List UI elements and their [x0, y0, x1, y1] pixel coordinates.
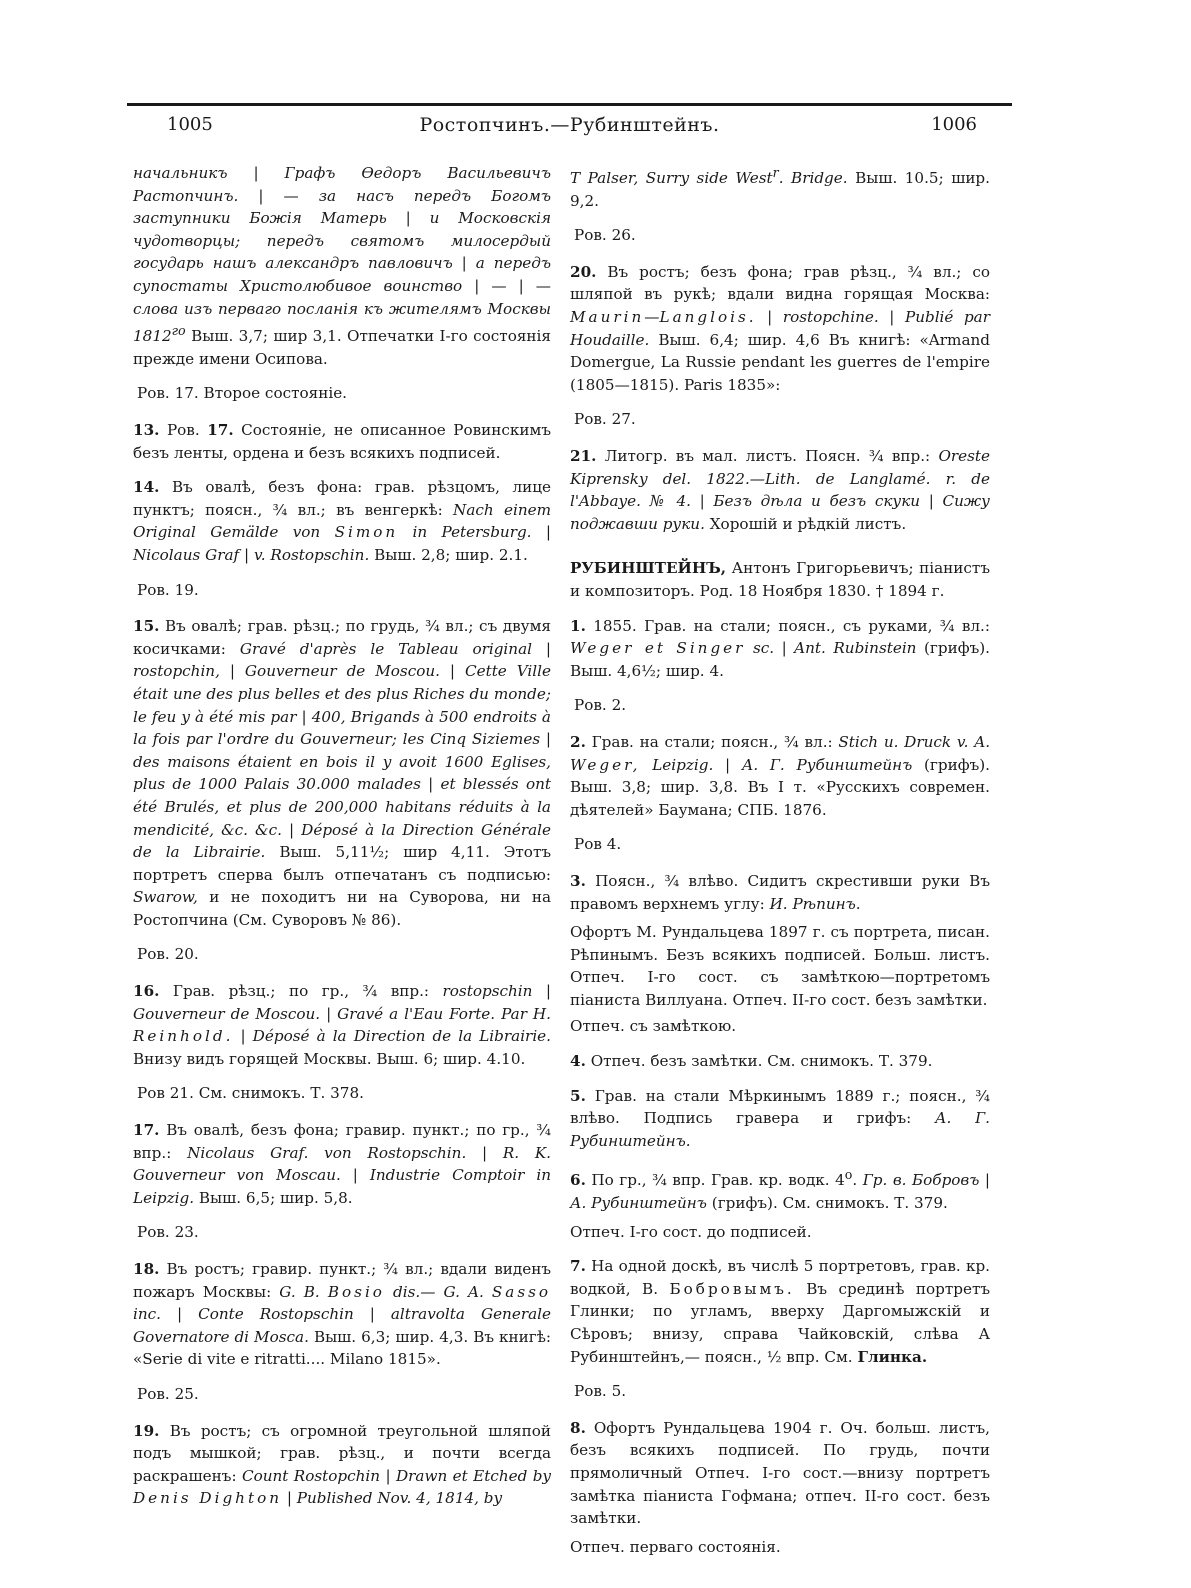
entry-r8-state: Отпеч. перваго состоянія.	[570, 1537, 781, 1556]
rovinsky-ref-27: Ров. 27.	[574, 410, 636, 429]
rovinsky-ref-26: Ров. 26.	[574, 226, 636, 245]
rovinsky-ref-4: Ров 4.	[574, 835, 622, 854]
rovinsky-ref-19: Ров. 19.	[137, 580, 199, 599]
rovinsky-ref-23: Ров. 23.	[137, 1223, 199, 1242]
rovinsky-ref-2: Ров. 2.	[574, 696, 627, 715]
entry-17: 17. Въ овалѣ, безъ фона; гравир. пункт.; по гр., ¾ впр.: Nicolaus Graf. von Rostopschin. | R. K. Gouverneur von Moscau. | Industrie Comptoir in Leipzig. Выш. 6,5; шир. 5,8.	[133, 1121, 552, 1207]
rovinsky-ref-17: Ров. 17. Второе состояніе.	[137, 384, 348, 403]
rovinsky-ref-21: Ров 21. См. снимокъ. Т. 378.	[137, 1084, 364, 1103]
entry-r3-description: Офортъ М. Рундальцева 1897 г. съ портрета, писан. Рѣпинымъ. Безъ всякихъ подписей. Больш. листъ. Отпеч. I-го сост. съ замѣткою—портретомъ піаниста Виллуана. Отпеч. II-го сост. безъ замѣтки.	[570, 923, 990, 1009]
entry-21: 21. Литогр. въ мал. листъ. Поясн. ¾ впр.: Oreste Kiprensky del. 1822.—Lith. de Langlamé. r. de l'Abbaye. № 4. | Безъ дѣла и безъ скуки | Сижу поджавши руки. Хорошій и рѣдкій листъ.	[570, 447, 991, 533]
entry-r3: 3. Поясн., ¾ влѣво. Сидитъ скрестивши руки Въ правомъ верхнемъ углу: И. Рѣпинъ.	[570, 871, 990, 913]
rovinsky-ref-25: Ров. 25.	[137, 1384, 199, 1403]
right-column	[570, 162, 990, 1570]
entry-r6-state: Отпеч. I-го сост. до подписей.	[570, 1222, 812, 1241]
entry-r5: 5. Грав. на стали Мѣркинымъ 1889 г.; поясн., ¾ влѣво. Подпись гравера и грифъ: А. Г. Рубинштейнъ.	[570, 1086, 990, 1150]
entry-15: 15. Въ овалѣ; грав. рѣзц.; по грудь, ¾ вл.; съ двумя косичками: Gravé d'après le Tableau original | rostopchin, | Gouverneur de Moscou. | Cette Ville était une des plus belles et des plus Riches du monde; le feu y à été mis par | 400, Brigands à 500 endroits à la fois par l'ordre du Gouverneur; les Cinq Siziemes | des maisons étaient en bois il y avoit 1600 Eglises, plus de 1000 Palais 30.000 malades | et blessés ont été Brulés, et plus de 200,000 habitans réduits à la mendicité, &c. &c. | Déposé à la Direction Générale de la Librairie. Выш. 5,11½; шир 4,11. Этотъ портретъ сперва былъ отпечатанъ съ подписью: Swarow, и не походитъ ни на Суворова, ни на Ростопчина (См. Суворовъ № 86).	[133, 617, 552, 929]
entry-r3-state: Отпеч. съ замѣткою.	[570, 1017, 737, 1036]
entry-19-continuation: T Palser, Surry side West$^r$. Bridge. Выш. 10.5; шир. 9,2.	[570, 165, 990, 210]
header-rule	[127, 103, 1012, 106]
page-number-right: 1006	[931, 114, 977, 135]
entry-r7: 7. На одной доскѣ, въ числѣ 5 портретовъ, грав. кр. водкой, В. Бобровымъ. Въ срединѣ портретъ Глинки; по угламъ, вверху Даргомыжскій и Сѣровъ; внизу, справа Чайковскій, слѣва А Рубинштейнъ,— поясн., ½ впр. См. Глинка.	[570, 1257, 991, 1366]
page-number-left: 1005	[167, 114, 213, 135]
entry-r1: 1. 1855. Грав. на стали; поясн., съ руками, ¾ вл.: Weger et Singer sc. | Ant. Rubinstein (грифъ). Выш. 4,6½; шир. 4.	[570, 616, 990, 680]
entry-18: 18. Въ ростъ; гравир. пункт.; ¾ вл.; вдали виденъ пожаръ Москвы: G. B. Bosio dis.— G. A. Sasso inc. | Conte Rostopschin | altravolta Generale Governatore di Mosca. Выш. 6,3; шир. 4,3. Въ книгѣ: «Serie di vite e ritratti.... Milano 1815».	[133, 1260, 552, 1369]
entry-r6: 6. По гр., ¾ впр. Грав. кр. водк. $4^о$. Гр. в. Бобровъ | А. Рубинштейнъ (грифъ). См. снимокъ. Т. 379.	[570, 1167, 991, 1213]
entry-13: 13. Ров. 17. Состояніе, не описанное Ровинскимъ безъ ленты, ордена и безъ всякихъ подписей.	[133, 421, 551, 462]
running-title: Ростопчинъ.—Рубинштейнъ.	[419, 114, 720, 136]
entry-r4: 4. Отпеч. безъ замѣтки. См. снимокъ. Т. 379.	[570, 1052, 933, 1071]
entry-20: 20. Въ ростъ; безъ фона; грав рѣзц., ¾ вл.; со шляпой въ рукѣ; вдали видна горящая Москва: Maurin—Langlois. | rostopchine. | Publié par Houdaille. Выш. 6,4; шир. 4,6 Въ книгѣ: «Armand Domergue, La Russie pendant les guerres de l'empire (1805—1815). Paris 1835»:	[570, 262, 990, 394]
rovinsky-ref-20: Ров. 20.	[137, 945, 199, 964]
entry-12-continuation: начальникъ | Графъ Өедоръ Васильевичъ Растопчинъ. | — за насъ передъ Богомъ заступники Божія Матерь | и Московскія чудотворцы; передъ святомъ милосердый государь нашъ александръ павловичъ | а передъ супостаты Христолюбивое воинство | — | — слова изъ перваго посланія къ жителямъ Москвы $1812^{го}$ Выш. 3,7; шир 3,1. Отпечатки I-го состоянія прежде имени Осипова.	[133, 164, 551, 368]
rovinsky-ref-5: Ров. 5.	[574, 1382, 627, 1401]
section-heading-rubinstein: РУБИНШТЕЙНЪ, Антонъ Григорьевичъ; піанистъ и композиторъ. Род. 18 Ноября 1830. † 1894 г.	[570, 559, 990, 600]
entry-r8: 8. Офортъ Рундальцева 1904 г. Оч. больш. листъ, безъ всякихъ подписей. По грудь, почти прямоличный Отпеч. I-го сост.—внизу портретъ замѣтка піаниста Гофмана; отпеч. II-го сост. безъ замѣтки.	[570, 1418, 990, 1528]
entry-14: 14. Въ овалѣ, безъ фона: грав. рѣзцомъ, лице пунктъ; поясн., ¾ вл.; въ венгеркѣ: Nach einem Original Gemälde von Simon in Petersburg. | Nicolaus Graf | v. Rostopschin. Выш. 2,8; шир. 2.1.	[133, 478, 551, 564]
page-header	[127, 114, 1012, 144]
entry-16: 16. Грав. рѣзц.; по гр., ¾ впр.: rostopschin | Gouverneur de Moscou. | Gravé a l'Eau Forte. Par H. Reinhold. | Déposé à la Direction de la Librairie. Внизу видъ горящей Москвы. Выш. 6; шир. 4.10.	[133, 982, 552, 1068]
entry-r2: 2. Грав. на стали; поясн., ¾ вл.: Stich u. Druck v. A. Weger, Leipzig. | А. Г. Рубинштейнъ (грифъ). Выш. 3,8; шир. 3,8. Въ I т. «Русскихъ современ. дѣятелей» Баумана; СПБ. 1876.	[570, 732, 991, 819]
entry-19: 19. Въ ростъ; съ огромной треугольной шляпой подъ мышкой; грав. рѣзц., и почти всегда раскрашенъ: Count Rostopchin | Drawn et Etched by Denis Dighton | Published Nov. 4, 1814, by	[133, 1421, 552, 1508]
left-column	[133, 162, 551, 1522]
